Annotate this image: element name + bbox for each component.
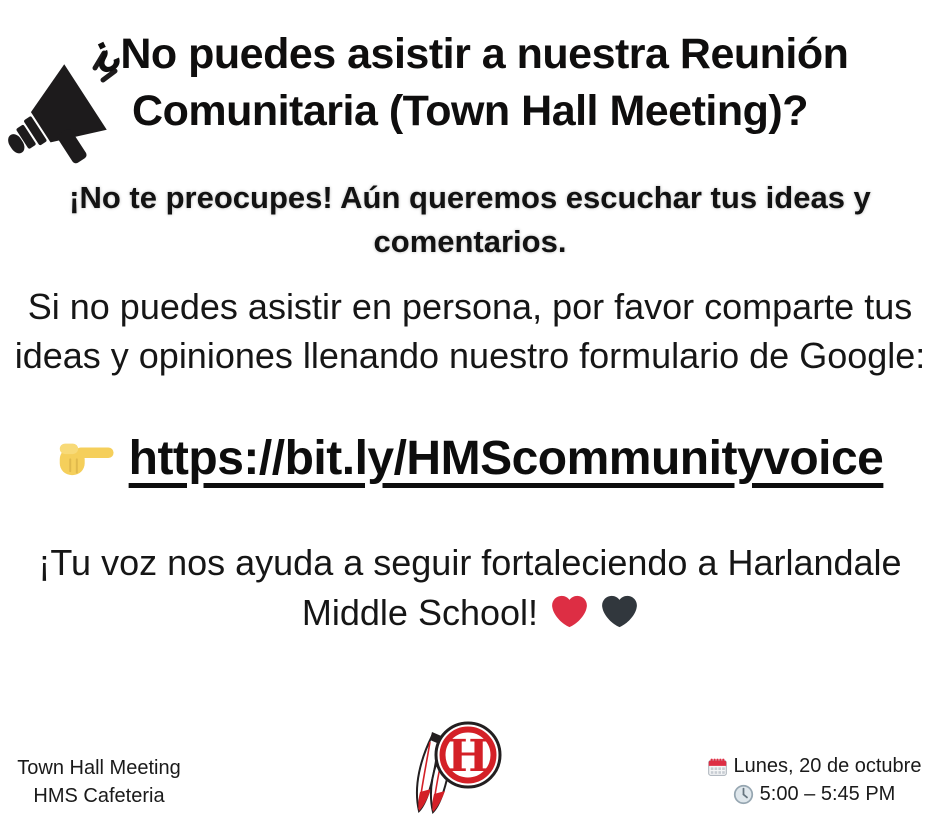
- page-title-text: No puedes asistir a nuestra Reunión Comunitaria (Town Hall Meeting)?: [120, 30, 849, 135]
- logo-letter: H: [447, 731, 489, 782]
- clock-icon: [733, 784, 754, 805]
- closing-text: [2, 538, 938, 639]
- event-date: Lunes, 20 de octubre: [733, 755, 922, 777]
- event-date-line: [688, 752, 940, 780]
- page-title: [35, 26, 905, 140]
- footer-event-info: [0, 754, 198, 810]
- community-voice-link[interactable]: https://bit.ly/HMScommunityvoice: [128, 431, 884, 485]
- black-heart-icon: [601, 594, 638, 629]
- event-time: 5:00 – 5:45 PM: [759, 783, 896, 805]
- red-heart-icon: [551, 594, 588, 629]
- inverted-question-mark: ¿: [80, 24, 126, 79]
- closing-text-line: ¡Tu voz nos ayuda a seguir fortaleciendo a Harlandale Middle School!: [38, 541, 902, 634]
- event-location: HMS Cafeteria: [33, 785, 165, 807]
- flyer: [0, 26, 940, 814]
- event-time-line: [688, 780, 940, 808]
- school-logo: [388, 718, 518, 814]
- body-text: Si no puedes asistir en persona, por favor comparte tus ideas y opiniones llenando nuestro formulario de Google:: [14, 285, 926, 377]
- link-row: [0, 431, 940, 486]
- subtitle: ¡No te preocupes! Aún queremos escuchar tus ideas y comentarios.: [69, 179, 871, 259]
- calendar-icon: [707, 756, 728, 777]
- pointing-right-icon: [57, 437, 115, 479]
- event-name: Town Hall Meeting: [17, 757, 181, 779]
- footer-datetime: [688, 752, 940, 808]
